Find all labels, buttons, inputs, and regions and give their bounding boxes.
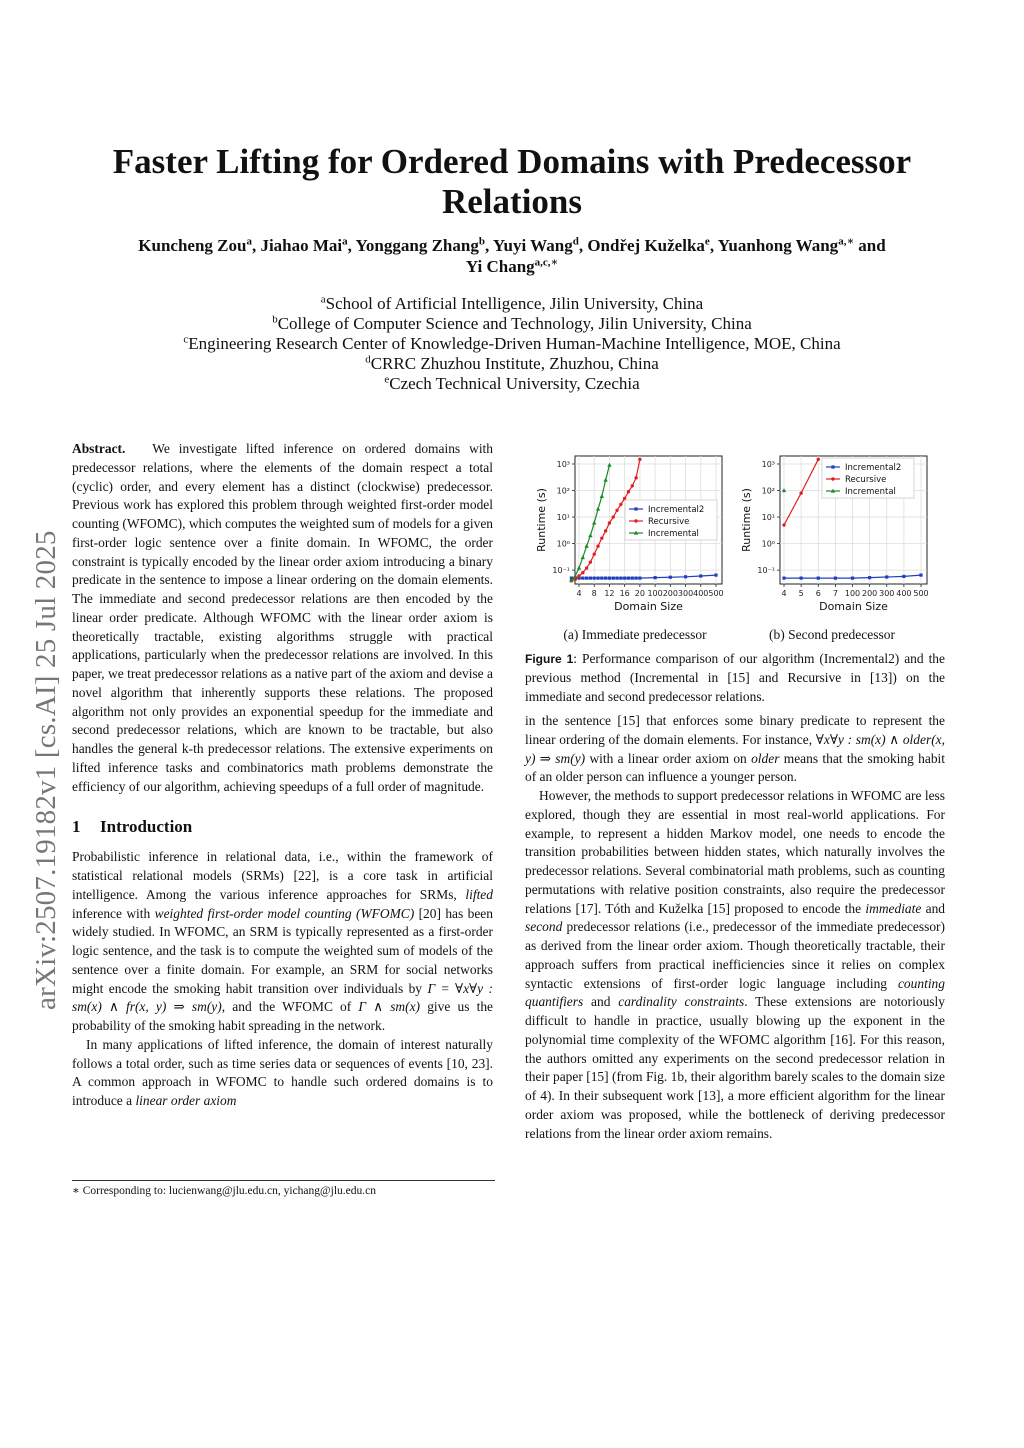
x-tick-label: 20 (634, 589, 645, 598)
y-tick-label: 10⁻¹ (757, 566, 775, 576)
data-point (800, 577, 803, 580)
text-run: [20] has been widely studied. In WFOMC, an SRM is typically represented as a first-order logic sentence, and the task is to compute the weighted sum of models of the sentence over a finite domain. For example, an SRM for social networks might encode the smoking habit transition over individuals by (72, 905, 493, 996)
x-tick-label: 100 (647, 589, 663, 598)
data-point (604, 577, 607, 580)
affiliation-mark: c (183, 333, 189, 346)
author-separator: , (484, 236, 493, 255)
author-list (80, 235, 944, 277)
right-paragraph-1 (525, 712, 945, 787)
math-formula: Γ ∧ sm(x) (358, 999, 421, 1015)
chart-b (730, 448, 935, 620)
data-point (593, 552, 596, 555)
math-formula: Γ = ∀x∀y : sm(x) ∧ fr(x, y) ⇒ sm(y) (72, 980, 493, 1015)
affiliation-text: School of Artificial Intelligence, Jilin University, China (325, 294, 704, 313)
x-tick-label: 400 (693, 589, 709, 598)
x-tick-label: 100 (844, 589, 861, 598)
author-separator: and (854, 236, 886, 255)
x-tick-label: 500 (913, 589, 929, 598)
x-tick-label: 12 (604, 589, 615, 598)
data-point (817, 577, 820, 580)
data-point (581, 555, 585, 559)
legend-label: Incremental (845, 487, 896, 497)
y-axis-label: Runtime (s) (740, 488, 753, 552)
data-point (592, 521, 596, 525)
author-affiliation-mark: a,c,∗ (534, 256, 559, 269)
text-run: means that the smoking habit of an older person can influence a younger person. (525, 750, 946, 785)
chart-a (525, 448, 730, 620)
data-point (593, 577, 596, 580)
text-run: In many applications of lifted inference, the domain of interest naturally follows a total order, such as time series data or sequences of events [10, 23]. A common approach in WFOMC to handle such ordered domains is to introduce a (72, 1036, 493, 1108)
data-point (699, 574, 702, 577)
section-title: Introduction (100, 817, 193, 837)
subcaption-b: (b) Second predecessor (769, 627, 895, 642)
chart-a-svg (525, 448, 730, 620)
x-tick-label: 16 (619, 589, 630, 598)
data-point (589, 560, 592, 563)
data-point (627, 490, 630, 493)
legend-marker (831, 477, 834, 480)
affiliation-list (60, 294, 964, 394)
data-point (638, 458, 641, 461)
footnote-divider (72, 1180, 495, 1181)
affiliation (60, 314, 964, 334)
data-point (834, 577, 837, 580)
data-point (581, 577, 584, 580)
y-tick-label: 10² (761, 486, 775, 496)
author-separator: , (251, 236, 261, 255)
data-point (577, 566, 581, 570)
author-affiliation-mark: a,∗ (838, 235, 855, 248)
data-point (600, 577, 603, 580)
emphasis: immediate (865, 900, 922, 916)
x-axis-label: Domain Size (819, 600, 888, 613)
author-name: Ondřej Kuželka (587, 236, 705, 255)
data-point (638, 577, 641, 580)
text-run: in the sentence [15] that enforces some binary predicate to represent the linear ordering of the domain elements. For instance, (525, 713, 945, 747)
affiliation-mark: e (384, 373, 390, 386)
x-tick-label: 200 (861, 589, 878, 598)
y-tick-label: 10⁰ (556, 539, 570, 549)
data-point (596, 544, 599, 547)
data-point (627, 577, 630, 580)
data-point (782, 523, 785, 526)
x-axis-label: Domain Size (614, 600, 683, 613)
data-point (581, 571, 584, 574)
data-point (684, 575, 687, 578)
x-tick-label: 300 (879, 589, 895, 598)
text-run: and (583, 994, 619, 1010)
emphasis: linear order axiom (135, 1093, 237, 1108)
data-point (619, 503, 622, 506)
legend-marker (831, 465, 834, 468)
text-run: predecessor relations (i.e., predecessor of the immediate predecessor) as derived from the linear order axiom. Though theoretically tractable, their approach suffers from practical inefficiencies since it relies on complex syntactic extensions of first-order logic language including (525, 919, 945, 991)
paper-title: Faster Lifting for Ordered Domains with Predecessor Relations (112, 142, 912, 221)
data-point (919, 573, 922, 576)
x-tick-label: 300 (677, 589, 694, 598)
abstract-label: Abstract. (72, 441, 126, 456)
author-name: Yuyi Wang (492, 236, 573, 255)
intro-paragraph-1 (72, 848, 493, 1036)
y-tick-label: 10⁻¹ (552, 566, 570, 576)
math-formula: ∀x∀y : sm(x) ∧ older(x, y) ⇒ sm(y) (525, 731, 945, 766)
figure-caption (525, 650, 945, 706)
affiliation (60, 354, 964, 374)
x-tick-label: 500 (708, 589, 724, 598)
text-run: inference with (72, 905, 155, 921)
x-tick-label: 200 (662, 589, 678, 598)
data-point (902, 575, 905, 578)
affiliation (60, 374, 964, 394)
y-tick-label: 10² (556, 486, 570, 496)
legend-label: Incremental (648, 529, 699, 539)
data-point (596, 577, 599, 580)
data-point (600, 536, 603, 539)
legend-label: Incremental2 (648, 505, 705, 515)
section-heading (72, 816, 493, 838)
x-tick-label: 6 (815, 589, 821, 598)
y-tick-label: 10³ (556, 459, 570, 469)
data-point (588, 533, 592, 537)
arxiv-identifier: arXiv:2507.19182v1 [cs.AI] 25 Jul 2025 (30, 530, 62, 1010)
data-point (589, 577, 592, 580)
data-point (608, 577, 611, 580)
data-point (799, 491, 802, 494)
affiliation-text: Czech Technical University, Czechia (389, 374, 640, 393)
affiliation-mark: a (320, 293, 326, 306)
author-name: Yuanhong Wang (717, 236, 839, 255)
abstract-paragraph (72, 440, 493, 796)
data-point (585, 566, 588, 569)
text-run: , and the WFOMC of (221, 999, 359, 1015)
author-name: Yi Chang (465, 257, 535, 276)
author-name: Kuncheng Zou (138, 236, 247, 255)
data-point (634, 577, 637, 580)
y-tick-label: 10¹ (761, 513, 775, 523)
y-tick-label: 10¹ (556, 513, 570, 523)
affiliation-mark: b (272, 313, 278, 326)
subcaption-a: (a) Immediate predecessor (563, 627, 707, 642)
author-separator: , (709, 236, 718, 255)
author-name: Yonggang Zhang (355, 236, 479, 255)
text-run: and (921, 900, 946, 916)
data-point (619, 577, 622, 580)
affiliation (60, 334, 964, 354)
data-point (612, 515, 615, 518)
data-point (612, 577, 615, 580)
data-point (615, 509, 618, 512)
data-point (634, 476, 637, 479)
data-point (654, 576, 657, 579)
left-column (72, 440, 493, 1111)
data-point (631, 484, 634, 487)
chart-b-svg (730, 448, 935, 620)
figure-label: Figure 1 (525, 652, 574, 666)
author-affiliation-mark: e (704, 235, 710, 248)
figure-caption-text: : Performance comparison of our algorithm (Incremental2) and the previous method (Incremental in [15] and Recursive in [13]) on the immediate and second predecessor relations. (525, 651, 945, 704)
y-tick-label: 10⁰ (761, 539, 775, 549)
abstract-text: We investigate lifted inference on ordered domains with predecessor relations, where the elements of the domain respect a total (cyclic) order, and every element has a distinct (clockwise) predecessor. Previous work has explored this problem through weighted first-order model counting (WFOMC), which computes the weighted sum of models for a given first-order logic sentence over a finite domain. In WFOMC, the order constraint is typically encoded by the linear order axiom introducing a binary predicate in the sentence to impose a linear ordering on the domain elements. The immediate and second predecessor relations are then encoded by the linear order predicate. Although WFOMC with the linear order axiom is theoretically tractable, existing algorithms struggle with practical applications, particularly when the predecessor relations are involved. In this paper, we treat predecessor relations as a native part of the axiom and devise a novel algorithm that inherently supports these relations. The proposed algorithm not only provides an exponential speedup for the immediate and second predecessor relations, which are known to be tractable, but also handles the general k-th predecessor relations. The extensive experiments on lifted inference tasks and combinatorics math problems demonstrate the efficiency of our algorithm, achieving speedups of a full order of magnitude. (72, 441, 494, 794)
affiliation-mark: d (365, 353, 371, 366)
data-point (851, 577, 854, 580)
data-point (608, 521, 611, 524)
affiliation-text: College of Computer Science and Technology, Jilin University, China (277, 314, 752, 333)
author-name: Jiahao Mai (260, 236, 343, 255)
y-axis-label: Runtime (s) (535, 488, 548, 552)
data-point (817, 458, 820, 461)
data-point (631, 577, 634, 580)
right-paragraph-2 (525, 787, 945, 1143)
data-point (603, 478, 607, 482)
legend-marker (634, 507, 637, 510)
data-point (584, 544, 588, 548)
data-point (577, 574, 580, 577)
author-separator: , (578, 236, 588, 255)
text-run: . These extensions are notoriously difficult to handle in practice, usually blowing up the exponent in the polynomial time complexity of the WFOMC algorithm [16]. For this reason, the authors omitted any experiments on the second predecessor relation in their paper [15] (from Fig. 1b, their algorithm barely scales to the domain size of 4). In their subsequent work [13], a more efficient algorithm for the linear order axiom was proposed, while the bottleneck of deriving predecessor relations from the linear order axiom remains. (525, 994, 945, 1141)
y-tick-label: 10³ (761, 459, 775, 469)
math-term: older (751, 750, 780, 766)
author-affiliation-mark: b (478, 235, 485, 248)
x-tick-label: 7 (832, 589, 838, 598)
data-point (607, 463, 611, 467)
section-number: 1 (72, 817, 81, 837)
data-point (714, 573, 717, 576)
affiliation (60, 294, 964, 314)
author-affiliation-mark: a (246, 235, 252, 248)
data-point (600, 494, 604, 498)
data-point (669, 576, 672, 579)
data-point (782, 577, 785, 580)
data-point (596, 507, 600, 511)
legend-label: Incremental2 (845, 463, 902, 473)
x-tick-label: 5 (798, 589, 804, 598)
legend-label: Recursive (648, 517, 690, 527)
data-point (868, 576, 871, 579)
right-column (525, 712, 945, 1143)
emphasis: weighted first-order model counting (WFOMC) (154, 905, 415, 921)
affiliation-text: Engineering Research Center of Knowledge-Driven Human-Machine Intelligence, MOE, China (188, 334, 841, 353)
data-point (604, 529, 607, 532)
emphasis: cardinality constraints (618, 994, 745, 1010)
emphasis: lifted (465, 886, 493, 902)
x-tick-label: 4 (576, 589, 582, 598)
text-run: However, the methods to support predecessor relations in WFOMC are less explored, though they are essential in most real-world applications. For example, to represent a hidden Markov model, one needs to encode the transition probabilities between hidden states, which naturally involves the predecessor relations. Several combinatorial math problems, such as counting permutations with relative position constraints, also require the predecessor relations [17]. Tóth and Kuželka [15] proposed to encode the (525, 788, 945, 916)
data-point (885, 575, 888, 578)
emphasis: counting quantifiers (525, 975, 945, 1010)
text-run: with a linear order axiom on (585, 750, 752, 766)
data-point (615, 577, 618, 580)
text-run: give us the probability of the smoking habit spreading in the network. (72, 999, 493, 1033)
data-point (585, 577, 588, 580)
x-tick-label: 4 (781, 589, 787, 598)
intro-paragraph-2 (72, 1036, 493, 1111)
footnote: ∗ Corresponding to: lucienwang@jlu.edu.cn, yichang@jlu.edu.cn (72, 1185, 376, 1197)
author-affiliation-mark: a (342, 235, 348, 248)
legend-marker (634, 519, 637, 522)
author-affiliation-mark: d (572, 235, 579, 248)
x-tick-label: 8 (591, 589, 597, 598)
legend-label: Recursive (845, 475, 887, 485)
data-point (623, 577, 626, 580)
emphasis: second (525, 919, 563, 935)
author-separator: , (347, 236, 356, 255)
affiliation-text: CRRC Zhuzhou Institute, Zhuzhou, China (370, 354, 659, 373)
text-run: Probabilistic inference in relational data, i.e., within the framework of statistical relational models (SRMs) [22], is a core task in artificial intelligence. Among the various inference approaches for SRMs, (72, 849, 493, 902)
x-tick-label: 400 (896, 589, 912, 598)
data-point (573, 574, 577, 578)
